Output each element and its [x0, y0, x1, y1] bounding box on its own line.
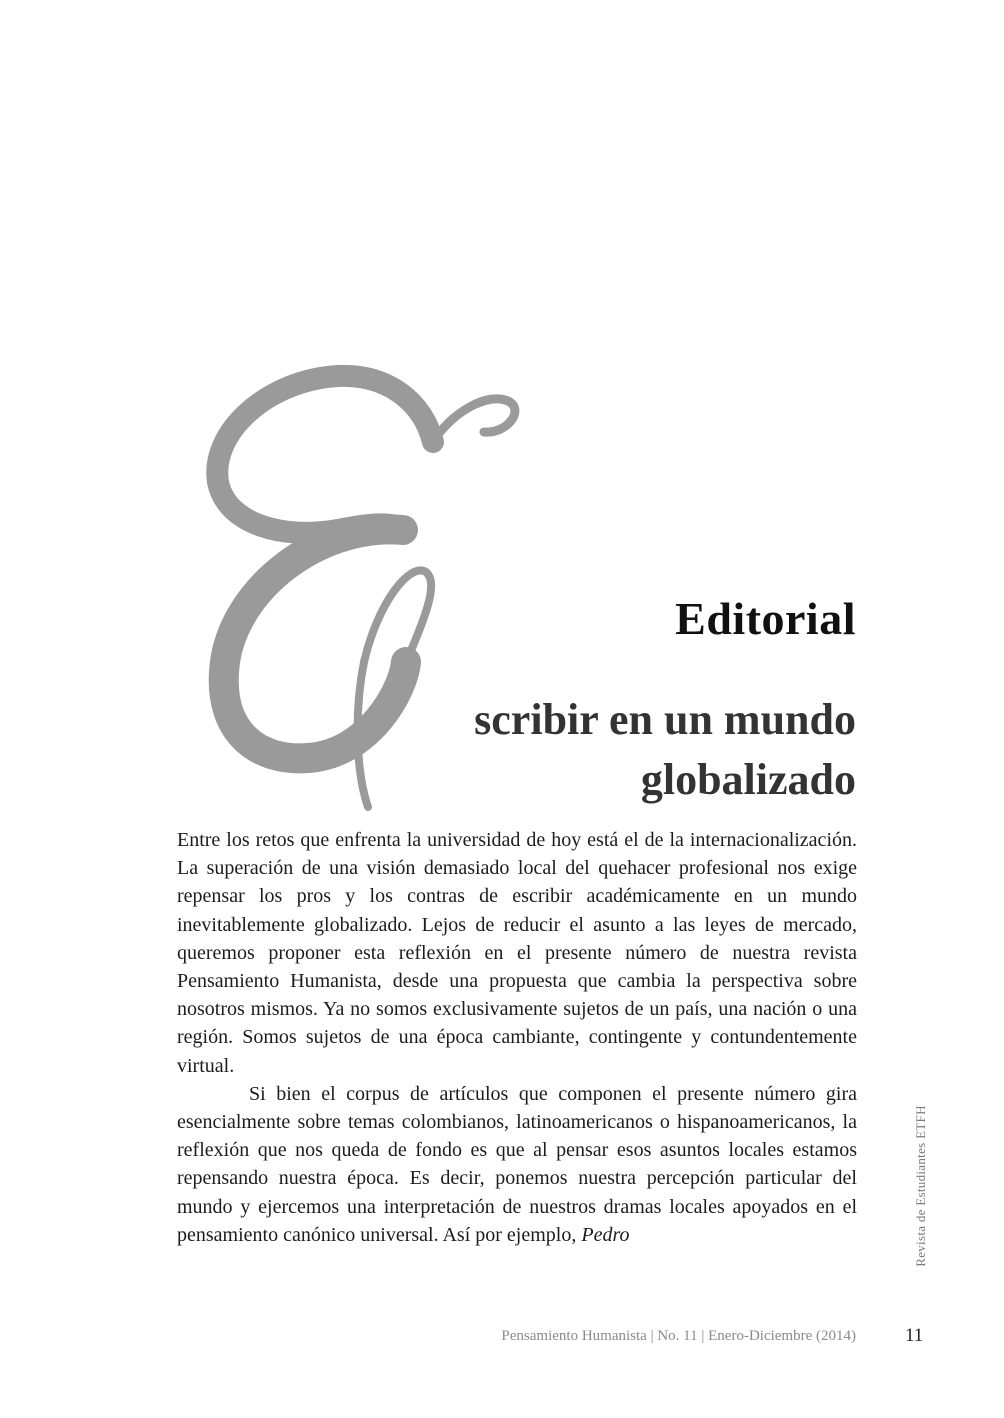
footer-separator: | — [646, 1328, 658, 1344]
footer-separator: | — [697, 1328, 709, 1344]
footer-period: Enero-Diciembre (2014) — [708, 1328, 856, 1344]
footer-issue: No. 11 — [657, 1328, 698, 1344]
paragraph-2-italic: Pedro — [581, 1223, 630, 1246]
article-body — [177, 826, 857, 1249]
dropcap-upper-loop — [217, 376, 433, 533]
article-title — [396, 690, 856, 810]
title-line-2: globalizado — [640, 755, 856, 804]
paragraph-2-text: Si bien el corpus de artículos que componen el presente número gira esencialmente sobre temas colombianos, latinoamericanos o hispanoamericanos, la reflexión que nos queda de fondo es que al pensar esos asuntos locales estamos repensando nuestra época. Es decir, ponemos nuestra percepción particular del mundo y ejercemos una interpretación de nuestros dramas locales apoyados en el pensamiento canónico universal. Así por ejemplo, — [177, 1082, 857, 1246]
page-number: 11 — [905, 1325, 924, 1346]
footer-journal: Pensamiento Humanista — [501, 1328, 647, 1344]
section-label: Editorial — [675, 593, 856, 644]
body-paragraph-1: Entre los retos que enfrenta la universidad de hoy está el de la internacionalización. La superación de una visión demasiado local del quehacer profesional nos exige repensar los pros y los contras de escribir académicamente en un mundo inevitablemente globalizado. Lejos de reducir el asunto a las leyes de mercado, queremos proponer esta reflexión en el presente número de nuestra revista Pensamiento Humanista, desde una propuesta que cambia la perspectiva sobre nosotros mismos. Ya no somos exclusivamente sujetos de un país, una nación o una región. Somos sujetos de una época cambiante, contingente y contundentemente virtual. — [177, 829, 857, 1077]
page-footer — [501, 1328, 856, 1345]
title-line-1: scribir en un mundo — [474, 695, 856, 744]
side-journal-label: Revista de Estudiantes ETFH — [913, 1105, 928, 1267]
dropcap-upper-curl — [433, 399, 515, 442]
body-paragraph-2 — [177, 1080, 857, 1249]
dropcap-lower-bowl — [224, 529, 406, 758]
